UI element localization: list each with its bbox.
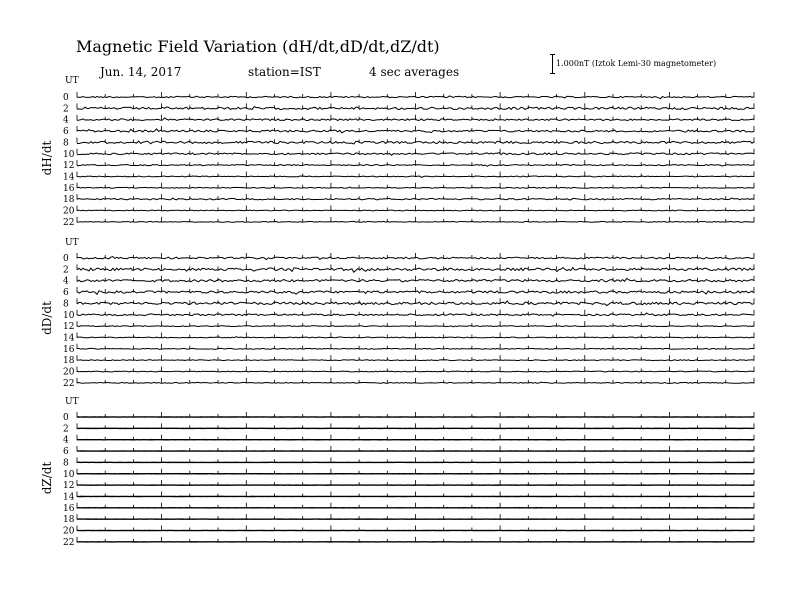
- averaging-label: 4 sec averages: [369, 65, 460, 79]
- row-hour-label: 12: [63, 481, 75, 492]
- row-hour-label: 8: [63, 138, 69, 149]
- row-hour-label: 20: [63, 206, 75, 217]
- panel-ylabel: dD/dt: [40, 301, 54, 335]
- row-hour-label: 12: [63, 322, 75, 333]
- row-ticks: [77, 126, 754, 132]
- scale-label: 1.000nT (Iztok Lemi-30 magnetometer): [556, 59, 717, 68]
- row-ticks: [77, 321, 754, 327]
- row-hour-label: 14: [63, 172, 75, 183]
- row-hour-label: 22: [63, 217, 75, 228]
- row-hour-label: 14: [63, 333, 75, 344]
- row-hour-label: 10: [63, 469, 75, 480]
- ut-axis-label: UT: [65, 397, 79, 407]
- row-hour-label: 18: [63, 195, 75, 206]
- row-hour-label: 18: [63, 356, 75, 367]
- row-hour-label: 16: [63, 344, 75, 355]
- row-hour-label: 0: [63, 413, 69, 423]
- row-hour-label: 6: [63, 288, 69, 299]
- row-ticks: [77, 287, 754, 293]
- row-hour-label: 2: [63, 104, 69, 115]
- row-hour-label: 4: [63, 435, 69, 446]
- row-hour-label: 16: [63, 183, 75, 194]
- row-hour-label: 2: [63, 424, 69, 435]
- row-hour-label: 4: [63, 276, 69, 287]
- ut-axis-label: UT: [65, 238, 79, 248]
- row-hour-label: 18: [63, 515, 75, 526]
- row-hour-label: 10: [63, 149, 75, 160]
- chart-title: Magnetic Field Variation (dH/dt,dD/dt,dZ/dt): [76, 37, 440, 56]
- row-hour-label: 6: [63, 127, 69, 138]
- row-hour-label: 12: [63, 161, 75, 172]
- row-hour-label: 2: [63, 265, 69, 276]
- date-label: Jun. 14, 2017: [100, 65, 182, 79]
- row-hour-label: 6: [63, 447, 69, 458]
- row-hour-label: 0: [63, 254, 69, 264]
- ut-axis-label: UT: [65, 76, 79, 86]
- row-hour-label: 22: [63, 378, 75, 389]
- row-hour-label: 16: [63, 503, 75, 514]
- panel-ylabel: dZ/dt: [40, 461, 54, 495]
- row-hour-label: 10: [63, 310, 75, 321]
- row-hour-label: 20: [63, 367, 75, 378]
- row-hour-label: 0: [63, 93, 69, 103]
- row-hour-label: 8: [63, 458, 69, 469]
- row-ticks: [77, 160, 754, 166]
- row-hour-label: 8: [63, 299, 69, 310]
- station-label: station=IST: [248, 65, 321, 79]
- panel-ylabel: dH/dt: [40, 140, 54, 176]
- row-hour-label: 4: [63, 115, 69, 126]
- row-hour-label: 20: [63, 526, 75, 537]
- row-hour-label: 22: [63, 537, 75, 548]
- row-hour-label: 14: [63, 492, 75, 503]
